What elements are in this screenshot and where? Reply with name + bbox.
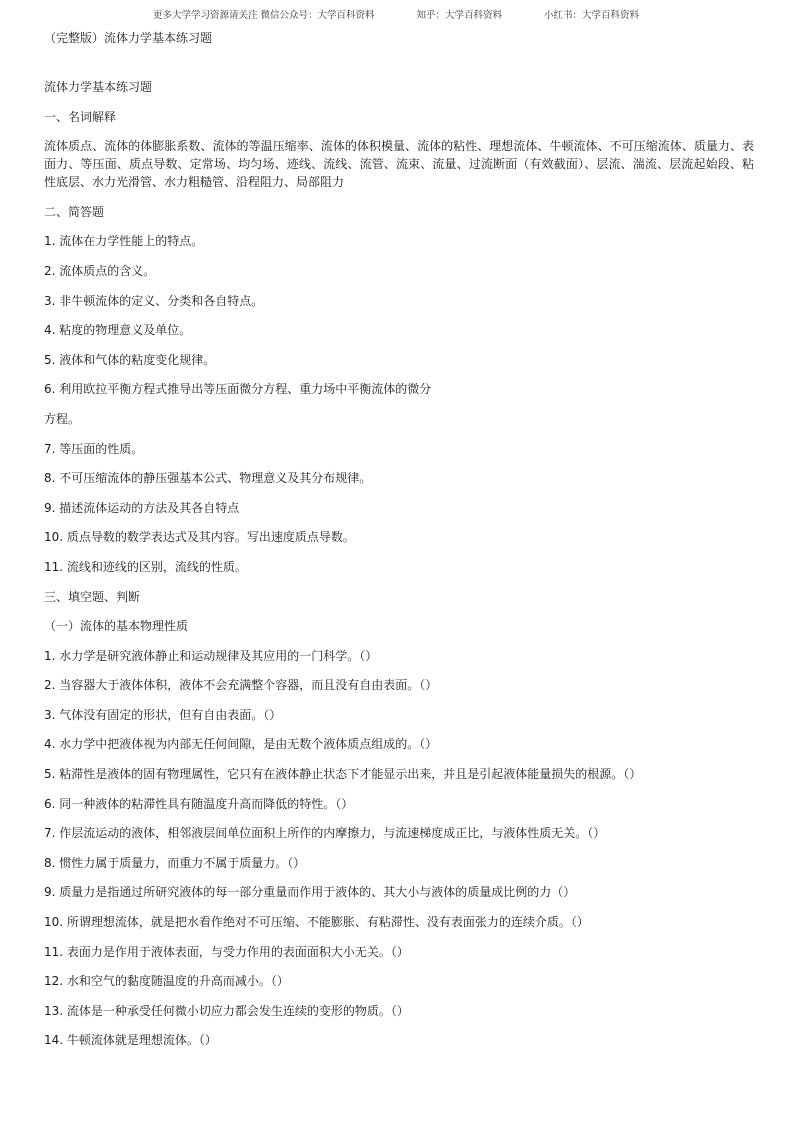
document-subtitle: 流体力学基本练习题: [44, 80, 153, 94]
judge-item: 7. 作层流运动的液体，相邻液层间单位面积上所作的内摩擦力，与流速梯度成正比，与液体性质无关。（）: [44, 826, 606, 841]
judge-item: 2. 当容器大于液体体积，液体不会充满整个容器，而且没有自由表面。（）: [44, 678, 438, 693]
question-item: 5. 液体和气体的粘度变化规律。: [44, 352, 216, 367]
question-item: 7. 等压面的性质。: [44, 441, 144, 456]
document-title: （完整版）流体力学基本练习题: [44, 31, 213, 45]
question-item: 4. 粘度的物理意义及单位。: [44, 323, 192, 338]
judge-item: 4. 水力学中把液体视为内部无任何间隙，是由无数个液体质点组成的。（）: [44, 737, 438, 752]
question-item: 6. 利用欧拉平衡方程式推导出等压面微分方程、重力场中平衡流体的微分: [44, 382, 432, 397]
question-item: 11. 流线和迹线的区别，流线的性质。: [44, 559, 247, 574]
header-wechat-note: 更多大学学习资源请关注 微信公众号：大学百科资料: [152, 10, 375, 21]
question-item: 9. 描述流体运动的方法及其各自特点: [44, 500, 240, 515]
section-heading-fill-judge: 三、填空题、判断: [44, 589, 141, 604]
judge-item: 6. 同一种液体的粘滞性具有随温度升高而降低的特性。（）: [44, 796, 354, 811]
judge-item: 10. 所谓理想流体，就是把水看作绝对不可压缩、不能膨胀、有粘滞性、没有表面张力的连续介质。（）: [44, 915, 589, 930]
section-heading-terms: 一、名词解释: [44, 109, 117, 124]
header-zhihu-note: 知乎：大学百科资料: [416, 10, 503, 21]
judge-item: 5. 粘滞性是液体的固有物理属性，它只有在液体静止状态下才能显示出来，并且是引起液体能量损失的根源。（）: [44, 767, 642, 782]
judge-item: 1. 水力学是研究液体静止和运动规律及其应用的一门科学。（）: [44, 648, 378, 663]
judge-item: 12. 水和空气的黏度随温度的升高而减小。（）: [44, 974, 289, 989]
question-item: 8. 不可压缩流体的静压强基本公式、物理意义及其分布规律。: [44, 471, 372, 486]
judge-item: 11. 表面力是作用于液体表面，与受力作用的表面面积大小无关。（）: [44, 944, 409, 959]
header-xiaohongshu-note: 小红书：大学百科资料: [544, 10, 640, 21]
document-body: [44, 78, 754, 1061]
terms-paragraph: 流体质点、流体的体膨胀系数、流体的等温压缩率、流体的体积模量、流体的粘性、理想流体、牛顿流体、不可压缩流体、质量力、表面力、等压面、质点导数、定常场、均匀场、迹线、流线、流管、流束、流量、过流断面（有效截面）、层流、湍流、层流起始段、粘性底层、水力光滑管、水力粗糙管、沿程阻力、局部阻力: [44, 139, 754, 190]
judge-item: 9. 质量力是指通过所研究液体的每一部分重量而作用于液体的、其大小与液体的质量成比例的力（）: [44, 885, 576, 900]
page-header: [0, 7, 792, 21]
question-item: 2. 流体质点的含义。: [44, 263, 156, 278]
question-item: 10. 质点导数的数学表达式及其内容。写出速度质点导数。: [44, 530, 355, 545]
question-item: 1. 流体在力学性能上的特点。: [44, 234, 204, 249]
judge-item: 14. 牛顿流体就是理想流体。（）: [44, 1033, 217, 1048]
question-item: 3. 非牛顿流体的定义、分类和各自特点。: [44, 293, 264, 308]
judge-item: 13. 流体是一种承受任何微小切应力都会发生连续的变形的物质。（）: [44, 1003, 409, 1018]
judge-item: 8. 惯性力属于质量力，而重力不属于质量力。（）: [44, 855, 306, 870]
question-item-continued: 方程。: [44, 411, 81, 426]
section-heading-short-answer: 二、简答题: [44, 204, 105, 219]
judge-item: 3. 气体没有固定的形状，但有自由表面。（）: [44, 707, 282, 722]
subsection-heading: （一）流体的基本物理性质: [44, 619, 189, 634]
